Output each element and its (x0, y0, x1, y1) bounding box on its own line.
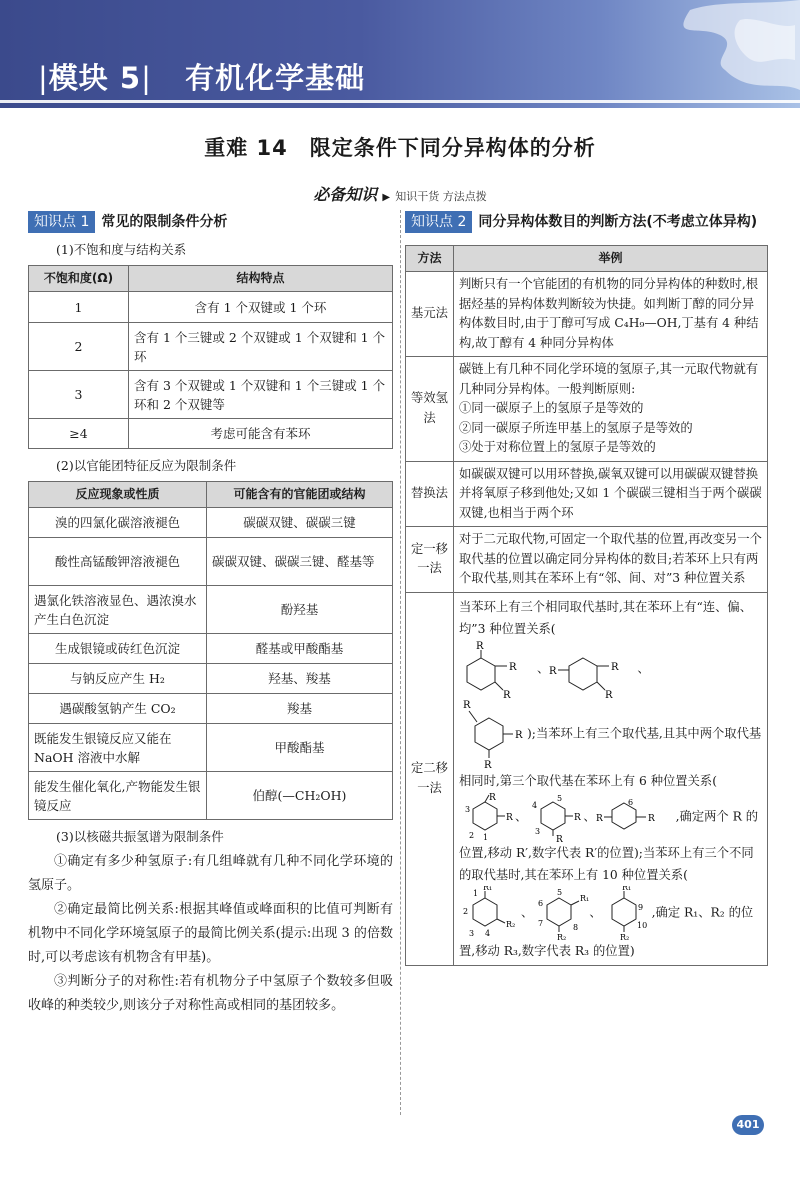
example-cell: 如碳碳双键可以用环替换,碳氧双键可以用碳碳双键替换并将氧原子移到他处;又如 1 个碳碳三键相当于两个碳碳双键,也相当于两个环 (454, 461, 768, 527)
svg-text:R₂: R₂ (557, 932, 567, 940)
benzene-position-structure-a (459, 792, 515, 842)
table-row (29, 323, 393, 371)
example-text: ,确定 R₁、R₂ 的位置,移动 R₃,数字代表 R₃ 的位置) (459, 905, 754, 958)
list-item: ①同一碳原子上的氢原子是等效的 (459, 401, 644, 415)
svg-text:R: R (506, 812, 513, 823)
left-column (28, 210, 393, 1018)
table-row (29, 538, 393, 586)
svg-text:6: 6 (627, 797, 633, 807)
table-header: 举例 (454, 246, 768, 272)
table-header: 方法 (406, 246, 454, 272)
table-cell: 遇碳酸氢钠产生 CO₂ (29, 694, 207, 724)
kp1-heading (28, 210, 393, 235)
svg-text:R₁: R₁ (580, 893, 590, 903)
example-cell: 当苯环上有三个相同取代基时,其在苯环上有“连、偏、均”3 种位置关系( R R R 、 R R R 、 R R R );当苯环上有三个取代基,且其中两个取代基相同时,第三个取代基在苯环上有 6 种位置关系( R R 3 2 1 、 R 5 4 3 R 、 R R 6 ,确定两个 R 的位置,移动 R′,数字代表 R′的位置);当苯环上有三个不同的取代基时,其在苯环上有 10 种位置关系( R₁ R₂ 1 2 3 4 、 R₁ R₂ 5 6 7 8 、 R₁ R₂ 9 10 ,确定 R₁、R₂ 的位置,移动 R₃,数字代表 R₃ 的位置) (454, 592, 768, 965)
svg-text:5: 5 (557, 887, 563, 897)
svg-text:1: 1 (473, 888, 479, 898)
table-row (406, 461, 768, 527)
table-cell: 考虑可能含有苯环 (129, 419, 393, 449)
table-cell: 3 (29, 371, 129, 419)
module-subject: 有机化学基础 (185, 61, 366, 95)
nmr-paragraph: ③判断分子的对称性:若有机物分子中氢原子个数较多但吸收峰的种类较少,则该分子对称性高或相同的基团较多。 (28, 974, 393, 1013)
svg-text:R₂: R₂ (506, 919, 516, 929)
benzene-three-distinct-c (602, 886, 652, 940)
table-cell: 羟基、羧基 (207, 664, 393, 694)
table-cell: 既能发生银镜反应又能在NaOH 溶液中水解 (29, 724, 207, 772)
svg-text:2: 2 (463, 906, 469, 916)
kp2-heading (405, 210, 768, 235)
kp1-sub2: (2)以官能团特征反应为限制条件 (56, 458, 237, 473)
substituent-label: R (463, 699, 471, 711)
page-title: 重难 14 限定条件下同分异构体的分析 (204, 136, 596, 160)
kp1-title: 常见的限制条件分析 (101, 214, 228, 230)
svg-text:R₁: R₁ (483, 885, 493, 892)
substituent-label: R (605, 689, 613, 698)
table-cell: 醛基或甲酸酯基 (207, 634, 393, 664)
functional-group-table (28, 481, 393, 820)
method-cell: 基元法 (406, 272, 454, 357)
svg-text:R₁: R₁ (621, 885, 631, 892)
module-banner (0, 0, 800, 108)
example-text: );当苯环上有三个取代基,且其中两个取代基相同时,第三个取代基在苯环上有 6 种位置关系( (459, 726, 762, 788)
example-cell: 对于二元取代物,可固定一个取代基的位置,再改变另一个取代基的位置以确定同分异构体的数目;若苯环上只有两个取代基,则其在苯环上有“邻、间、对”3 种位置关系 (454, 527, 768, 593)
table-row (29, 292, 393, 323)
page-number: 401 (732, 1115, 764, 1135)
table-row (29, 586, 393, 634)
svg-text:8: 8 (573, 922, 579, 932)
table-row (406, 592, 768, 965)
substituent-label: R (476, 640, 484, 652)
table-row (29, 508, 393, 538)
example-cell (454, 357, 768, 462)
substituent-label: R (515, 729, 523, 741)
section-title: 必备知识 (313, 185, 378, 204)
table-cell: 酸性高锰酸钾溶液褪色 (29, 538, 207, 586)
svg-text:R: R (556, 834, 564, 842)
svg-text:R: R (574, 812, 582, 823)
example-text: 当苯环上有三个相同取代基时,其在苯环上有“连、偏、均”3 种位置关系( (459, 599, 753, 636)
kp1-tag: 知识点 1 (28, 211, 95, 233)
example-text: ,确定两个 R 的位置,移动 R′,数字代表 R′的位置);当苯环上有三个不同的取代基时,其在苯环上有 10 种位置关系( (459, 809, 759, 882)
benzene-position-structure-b (527, 792, 583, 842)
banner-rule (0, 100, 800, 103)
svg-text:R: R (647, 813, 655, 824)
table-row (29, 694, 393, 724)
table-row (29, 634, 393, 664)
table-header: 反应现象或性质 (29, 482, 207, 508)
kp1-sub1: (1)不饱和度与结构关系 (56, 242, 187, 257)
benzene-three-distinct-a (459, 886, 521, 940)
table-cell: 能发生催化氧化,产物能发生银镜反应 (29, 772, 207, 820)
table-row (406, 527, 768, 593)
substituent-label: R (484, 759, 492, 770)
substituent-label: R (503, 689, 511, 698)
svg-text:3: 3 (535, 826, 541, 836)
table-row (406, 357, 768, 462)
method-cell: 定一移一法 (406, 527, 454, 593)
table-cell: 含有 3 个双键或 1 个双键和 1 个三键或 1 个环和 2 个双键等 (129, 371, 393, 419)
isomer-method-table (405, 245, 768, 966)
svg-text:3: 3 (465, 804, 471, 814)
table-cell: 1 (29, 292, 129, 323)
section-banner (0, 182, 800, 205)
column-divider (400, 210, 401, 1115)
table-row (29, 724, 393, 772)
kp1-sub3: (3)以核磁共振氢谱为限制条件 (56, 829, 224, 844)
table-cell: ≥4 (29, 419, 129, 449)
nmr-paragraph: ②确定最简比例关系:根据其峰值或峰面积的比值可判断有机物中不同化学环境氢原子的最简比例关系(提示:出现 3 的倍数时,可以考虑该有机物含有甲基)。 (28, 902, 393, 965)
svg-text:6: 6 (538, 898, 544, 908)
table-cell: 伯醇(—CH₂OH) (207, 772, 393, 820)
substituent-label: R (611, 661, 619, 673)
table-row (29, 419, 393, 449)
table-cell: 碳碳双键、碳碳三键 (207, 508, 393, 538)
table-cell: 含有 1 个三键或 2 个双键或 1 个双键和 1 个环 (129, 323, 393, 371)
table-row (406, 272, 768, 357)
substituent-label: R (549, 665, 557, 677)
method-cell: 等效氢法 (406, 357, 454, 462)
table-row (29, 772, 393, 820)
table-cell: 甲酸酯基 (207, 724, 393, 772)
example-cell: 判断只有一个官能团的有机物的同分异构体的种数时,根据烃基的异构体数判断较为快捷。如判断丁醇的同分异构体数目时,由于丁醇可写成 C₄H₉—OH,丁基有 4 种结构,故丁醇有 4 种同分异构体 (454, 272, 768, 357)
method-cell: 定二移一法 (406, 592, 454, 965)
svg-text:7: 7 (538, 918, 544, 928)
table-header: 不饱和度(Ω) (29, 266, 129, 292)
table-cell: 羧基 (207, 694, 393, 724)
svg-text:10: 10 (636, 920, 647, 930)
example-text: 碳链上有几种不同化学环境的氢原子,其一元取代物就有几种同分异构体。一般判断原则: (459, 362, 759, 396)
benzene-unsymmetric-structure (549, 640, 637, 698)
section-subtitle: 知识干货 方法点拨 (395, 190, 487, 203)
table-cell: 含有 1 个双键或 1 个环 (129, 292, 393, 323)
benzene-symmetric-structure (459, 698, 527, 770)
svg-text:3: 3 (469, 928, 475, 938)
table-header: 可能含有的官能团或结构 (207, 482, 393, 508)
benzene-three-distinct-b (533, 886, 589, 940)
table-header: 结构特点 (129, 266, 393, 292)
table-cell: 碳碳双键、碳碳三键、醛基等 (207, 538, 393, 586)
svg-text:2: 2 (469, 830, 475, 840)
svg-text:5: 5 (557, 793, 563, 803)
table-cell: 溴的四氯化碳溶液褪色 (29, 508, 207, 538)
nmr-paragraph: ①确定有多少种氢原子:有几组峰就有几种不同化学环境的氢原子。 (28, 854, 393, 893)
module-label: 模块 5 (48, 61, 142, 95)
table-row (29, 371, 393, 419)
table-cell: 2 (29, 323, 129, 371)
table-cell: 酚羟基 (207, 586, 393, 634)
method-cell: 替换法 (406, 461, 454, 527)
svg-text:9: 9 (637, 902, 643, 912)
ink-splash-decoration (630, 0, 800, 108)
substituent-label: R (509, 661, 517, 673)
table-cell: 与钠反应产生 H₂ (29, 664, 207, 694)
module-title: |模块 5| 有机化学基础 (38, 61, 366, 95)
triangle-arrow-icon: ▶ (382, 192, 391, 203)
svg-text:4: 4 (532, 800, 538, 810)
svg-text:R: R (595, 813, 603, 824)
right-column (405, 210, 768, 966)
table-row (29, 664, 393, 694)
table-cell: 生成银镜或砖红色沉淀 (29, 634, 207, 664)
benzene-position-structure-c (596, 797, 676, 837)
svg-text:R₂: R₂ (619, 932, 629, 940)
unsaturation-table (28, 265, 393, 449)
list-item: ②同一碳原子所连甲基上的氢原子是等效的 (459, 420, 693, 435)
kp2-title: 同分异构体数目的判断方法(不考虑立体异构) (478, 214, 758, 230)
table-cell: 遇氯化铁溶液显色、遇浓溴水产生白色沉淀 (29, 586, 207, 634)
list-item: ③处于对称位置上的氢原子是等效的 (459, 440, 656, 454)
svg-text:1: 1 (483, 832, 489, 842)
benzene-adjacent-structure (459, 640, 537, 698)
kp2-tag: 知识点 2 (405, 211, 472, 233)
svg-text:R: R (489, 792, 496, 803)
svg-text:4: 4 (485, 928, 491, 938)
